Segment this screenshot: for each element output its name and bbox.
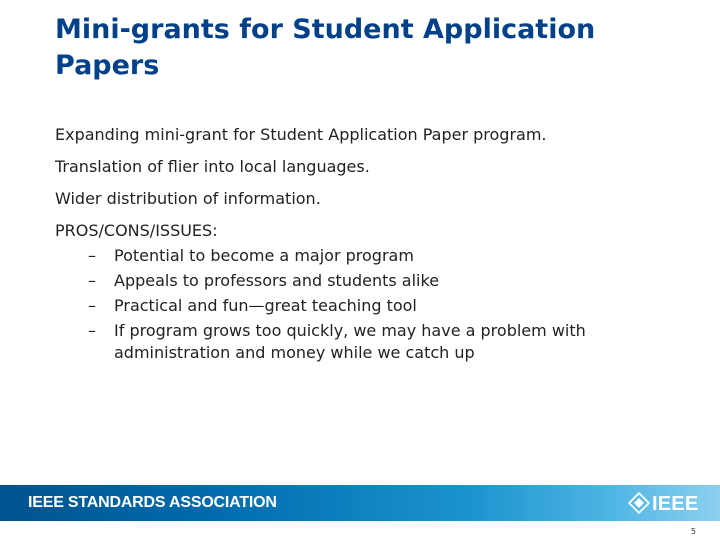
page-number: 5 xyxy=(690,527,696,536)
section-label: PROS/CONS/ISSUES: xyxy=(55,221,218,240)
sub-bullet-text: Appeals to professors and students alike xyxy=(114,271,440,290)
slide-body xyxy=(55,124,695,367)
sub-bullet-list xyxy=(55,245,695,364)
dash-marker: – xyxy=(88,296,96,315)
sub-bullet-item xyxy=(88,320,695,364)
ieee-diamond-icon xyxy=(628,492,650,514)
slide-title: Mini-grants for Student Application Papers xyxy=(55,14,596,81)
bullet-item: Expanding mini-grant for Student Application Paper program. xyxy=(55,125,547,144)
sub-bullet-text: Potential to become a major program xyxy=(114,246,414,265)
dash-marker: – xyxy=(88,271,96,290)
dash-marker: – xyxy=(88,321,96,340)
pros-cons-section xyxy=(55,220,695,364)
ieee-wordmark: IEEE xyxy=(652,493,699,515)
ieee-logo xyxy=(628,490,708,516)
association-name: IEEE STANDARDS ASSOCIATION xyxy=(28,494,277,511)
bullet-item: Translation of flier into local languages. xyxy=(55,157,370,176)
sub-bullet-item xyxy=(88,245,695,267)
footer-band xyxy=(0,485,720,521)
sub-bullet-text: If program grows too quickly, we may have a problem with administration and money while we catch up xyxy=(114,321,586,362)
sub-bullet-text: Practical and fun—great teaching tool xyxy=(114,296,417,315)
bullet-item: Wider distribution of information. xyxy=(55,189,321,208)
sub-bullet-item xyxy=(88,295,695,317)
dash-marker: – xyxy=(88,246,96,265)
sub-bullet-item xyxy=(88,270,695,292)
